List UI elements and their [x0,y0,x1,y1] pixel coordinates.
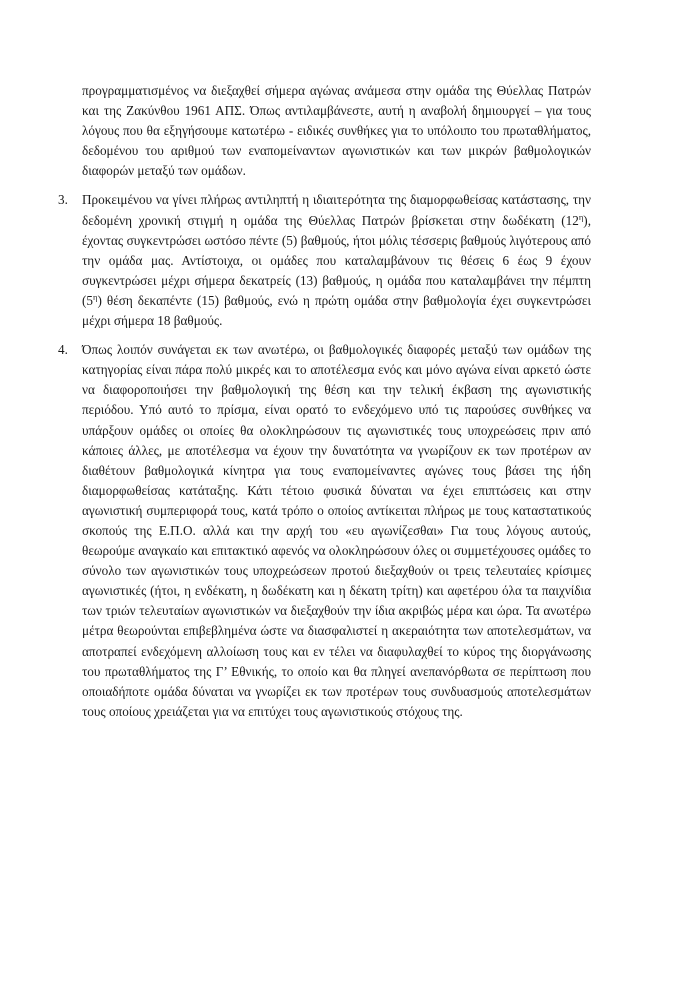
ordinal-superscript-12: η [578,211,584,222]
item-4-text: Όπως λοιπόν συνάγεται εκ των ανωτέρω, οι βαθμολογικές διαφορές μεταξύ των ομάδων της κατηγορίας είναι πάρα πολύ μικρές και το αποτέλεσμα ενός και μόνο αγώνα είναι αρκετό ώστε να διαφοροποιήσει την βαθμολογική της θέση και την τελική έκβαση της αγωνιστικής περιόδου. Υπό αυτό το πρίσμα, είναι ορατό το ενδεχόμενο υπό τις παρούσες συνθήκες να υπάρξουν ομάδες οι οποίες θα ολοκληρώσουν τις αγωνιστικές τους υποχρεώσεις πριν από κάποιες άλλες, με αποτέλεσμα να έχουν την δυνατότητα να γνωρίζουν εκ των προτέρων αν διαθέτουν βαθμολογικά κίνητρα για τους εναπομείναντες αγώνες τους βάσει της ήδη διαμορφωθείσας κατάταξης. Κάτι τέτοιο φυσικά δύναται να έχει επιπτώσεις και στην αγωνιστική συμπεριφορά τους, κατά τρόπο ο οποίος αντίκειται πλήρως με τους καταστατικούς σκοπούς της Ε.Π.Ο. αλλά και την αρχή του «ευ αγωνίζεσθαι» Για τους λόγους αυτούς, θεωρούμε αναγκαίο και επιτακτικό αφενός να ολοκληρώσουν όλες οι συμμετέχουσες ομάδες το σύνολο των αγωνιστικών τους υποχρεώσεων προτού διεξαχθούν οι τρεις τελευταίες κρίσιμες αγωνιστικές (ήτοι, η ενδέκατη, η δωδέκατη και η δέκατη τρίτη) και αφετέρου όλα τα παιχνίδια των τριών τελευταίων αγωνιστικών να διεξαχθούν την ίδια ακριβώς μέρα και ώρα. Τα ανωτέρω μέτρα θεωρούνται επιβεβλημένα ώστε να διασφαλιστεί η ακεραιότητα των αποτελεσμάτων, να αποτραπεί ενδεχόμενη αλλοίωση τους και εν τέλει να διαφυλαχθεί το κύρος της διοργάνωσης του πρωταθλήματος της Γ’ Εθνικής, το οποίο και θα πληγεί ανεπανόρθωτα σε περίπτωση που οποιαδήποτε ομάδα δύναται να γνωρίζει εκ των προτέρων τους συνδυασμούς αποτελεσμάτων τους οποίους χρειάζεται για να επιτύχει τους αγωνιστικούς στόχους της. [82,342,591,719]
list-item-3 [58,190,591,331]
item-3-text-part2: ), έχοντας συγκεντρώσει ωστόσο πέντε (5) βαθμούς, ήτοι μόλις τέσσερις βαθμούς λιγότερους από την ομάδα μας. Αντίστοιχα, οι ομάδες που καταλαμβάνουν τις θέσεις 6 έως 9 έχουν συγκεντρώσει μέχρι σήμερα δεκατρείς (13) βαθμούς, η ομάδα που καταλαμβάνει την πέμπτη (5 [82,212,591,308]
item-number-3: 3. [58,192,68,208]
item-3-text-part3: ) θέση δεκαπέντε (15) βαθμούς, ενώ η πρώτη ομάδα στην βαθμολογία έχει συγκεντρώσει μέχρι σήμερα 18 βαθμούς. [82,292,591,329]
list-item-4 [58,340,591,722]
item-number-4: 4. [58,342,68,358]
document-body [58,81,591,731]
ordinal-superscript-5: η [93,291,98,302]
item-3-text-part1: Προκειμένου να γίνει πλήρως αντιληπτή η ιδιαιτερότητα της διαμορφωθείσας κατάστασης, την δεδομένη χρονική στιγμή η ομάδα της Θύελλας Πατρών βρίσκεται στην δωδέκατη (12 [82,192,591,228]
item-3-text [82,190,591,331]
continued-paragraph: προγραμματισμένος να διεξαχθεί σήμερα αγώνας ανάμεσα στην ομάδα της Θύελλας Πατρών και της Ζακύνθου 1961 ΑΠΣ. Όπως αντιλαμβάνεστε, αυτή η αναβολή δημιουργεί – για τους λόγους που θα εξηγήσουμε κατωτέρω - ειδικές συνθήκες για το υπόλοιπο του πρωταθλήματος, δεδομένου του αριθμού των εναπομείναντων αγωνιστικών και των μικρών βαθμολογικών διαφορών μεταξύ των ομάδων. [82,83,591,179]
